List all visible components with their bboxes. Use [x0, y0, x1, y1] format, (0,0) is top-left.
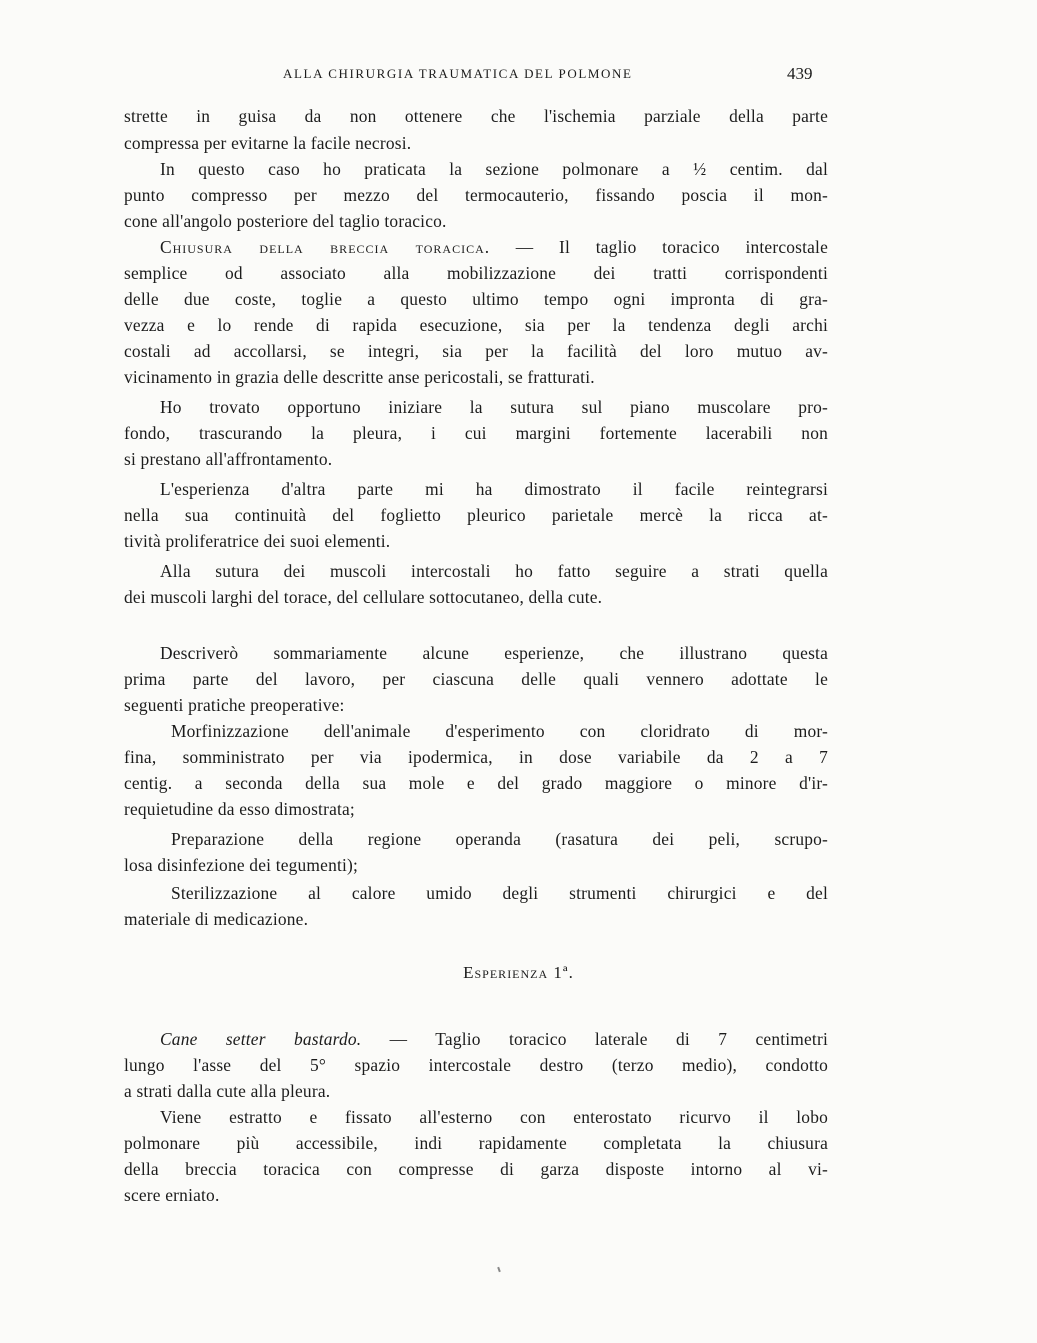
- experiment-lead-in: Cane setter bastardo.: [160, 1029, 362, 1049]
- text-run: — Il taglio toracico intercostale: [490, 237, 829, 257]
- text-line: Sterilizzazione al calore umido degli strumenti chirurgici e del: [171, 883, 828, 903]
- text-line: compressa per evitarne la facile necrosi.: [124, 133, 412, 153]
- text-line: requietudine da esso dimostrata;: [124, 799, 355, 819]
- text-line: [160, 237, 828, 258]
- text-line: si prestano all'affrontamento.: [124, 449, 333, 469]
- text-line: delle due coste, toglie a questo ultimo tempo ogni impronta di gra-: [124, 289, 828, 309]
- text-line: costali ad accollarsi, se integri, sia per la facilità del loro mutuo av-: [124, 341, 828, 361]
- text-line: materiale di medicazione.: [124, 909, 309, 929]
- text-line: Ho trovato opportuno iniziare la sutura sul piano muscolare pro-: [160, 397, 828, 417]
- text-line: strette in guisa da non ottenere che l'ischemia parziale della parte: [124, 106, 828, 126]
- text-line: punto compresso per mezzo del termocauterio, fissando poscia il mon-: [124, 185, 828, 205]
- text-line: a strati dalla cute alla pleura.: [124, 1081, 331, 1101]
- text-line: tività proliferatrice dei suoi elementi.: [124, 531, 391, 551]
- text-line: fondo, trascurando la pleura, i cui margini fortemente lacerabili non: [124, 423, 828, 443]
- section-lead-in: Chiusura della breccia toracica.: [160, 237, 491, 257]
- text-line: nella sua continuità del foglietto pleurico parietale mercè la ricca at-: [124, 505, 828, 525]
- text-line: cone all'angolo posteriore del taglio toracico.: [124, 211, 447, 231]
- page-number: 439: [787, 64, 813, 83]
- text-line: dei muscoli larghi del torace, del cellulare sottocutaneo, della cute.: [124, 587, 603, 607]
- text-line: Alla sutura dei muscoli intercostali ho fatto seguire a strati quella: [160, 561, 828, 581]
- text-run: — Taglio toracico laterale di 7 centimetri: [361, 1029, 828, 1049]
- text-line: Viene estratto e fissato all'esterno con enterostato ricurvo il lobo: [160, 1107, 828, 1127]
- text-line: In questo caso ho praticata la sezione polmonare a ½ centim. dal: [160, 159, 828, 179]
- text-line: Morfinizzazione dell'animale d'esperimento con cloridrato di mor-: [171, 721, 828, 741]
- text-line: prima parte del lavoro, per ciascuna delle quali vennero adottate le: [124, 669, 828, 689]
- running-head: ALLA CHIRURGIA TRAUMATICA DEL POLMONE: [283, 66, 633, 81]
- text-line: semplice od associato alla mobilizzazione dei tratti corrispondenti: [124, 263, 828, 283]
- text-line: lungo l'asse del 5° spazio intercostale destro (terzo medio), condotto: [124, 1055, 828, 1075]
- text-line: fina, somministrato per via ipodermica, in dose variabile da 2 a 7: [124, 747, 828, 767]
- text-line: Preparazione della regione operanda (rasatura dei peli, scrupo-: [171, 829, 828, 849]
- text-line: scere erniato.: [124, 1185, 220, 1205]
- text-line: L'esperienza d'altra parte mi ha dimostrato il facile reintegrarsi: [160, 479, 828, 499]
- text-line: seguenti pratiche preoperative:: [124, 695, 345, 715]
- section-heading: Esperienza 1ª.: [463, 963, 574, 982]
- text-line: losa disinfezione dei tegumenti);: [124, 855, 359, 875]
- text-line: centig. a seconda della sua mole e del grado maggiore o minore d'ir-: [124, 773, 828, 793]
- text-line: [160, 1029, 828, 1050]
- page-header: [0, 64, 1037, 88]
- text-line: vezza e lo rende di rapida esecuzione, sia per la tendenza degli archi: [124, 315, 828, 335]
- text-line: vicinamento in grazia delle descritte anse pericostali, se fratturati.: [124, 367, 595, 387]
- text-line: Descriverò sommariamente alcune esperienze, che illustrano questa: [160, 643, 828, 663]
- text-line: della breccia toracica con compresse di garza disposte intorno al vi-: [124, 1159, 828, 1179]
- print-speck: [497, 1267, 501, 1272]
- text-line: polmonare più accessibile, indi rapidamente completata la chiusura: [124, 1133, 828, 1153]
